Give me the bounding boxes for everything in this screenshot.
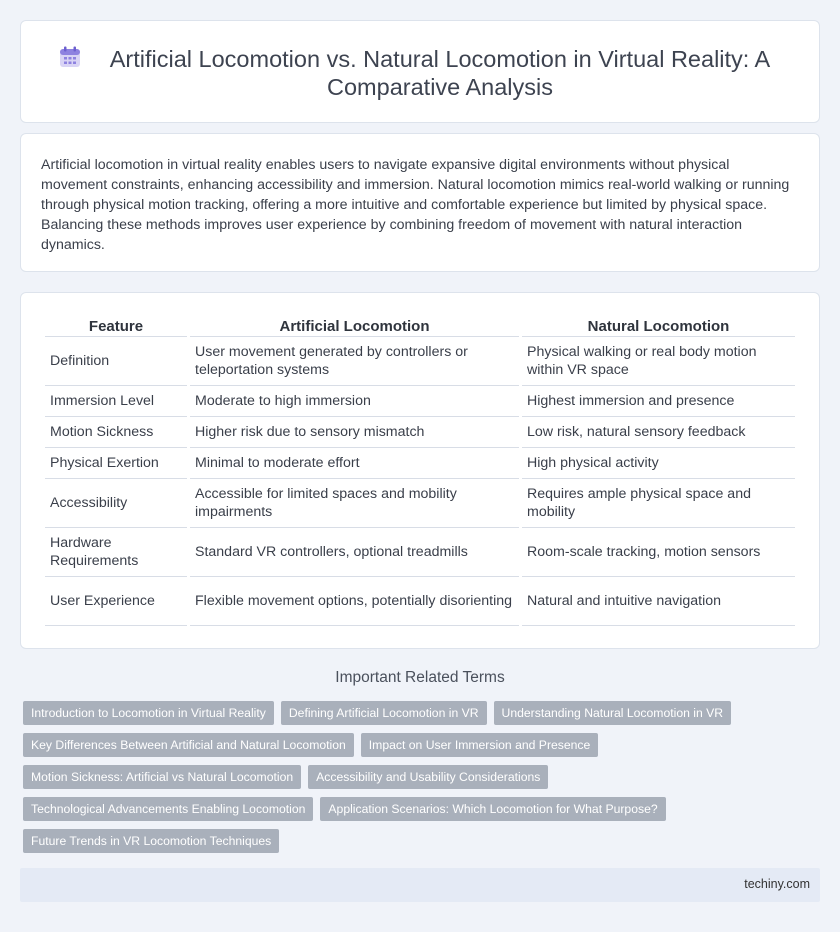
table-row bbox=[45, 528, 795, 577]
table-row bbox=[45, 417, 795, 448]
intro-card bbox=[20, 133, 820, 272]
footer-brand[interactable]: techiny.com bbox=[744, 877, 810, 891]
related-terms-list bbox=[23, 701, 743, 853]
related-term-tag[interactable]: Future Trends in VR Locomotion Techniques bbox=[23, 829, 279, 853]
table-cell: High physical activity bbox=[522, 448, 795, 479]
title-card bbox=[20, 20, 820, 123]
table-cell: Minimal to moderate effort bbox=[190, 448, 519, 479]
intro-paragraph: Artificial locomotion in virtual reality enables users to navigate expansive digital environments without physical movement constraints, enhancing accessibility and immersion. Natural locomotion mimics real-world walking or running through physical motion tracking, offering a more intuitive and comfortable experience but limited by physical space. Balancing these methods improves user experience by combining freedom of movement with natural interaction dynamics. bbox=[41, 157, 790, 253]
related-term-tag[interactable]: Motion Sickness: Artificial vs Natural Locomotion bbox=[23, 765, 301, 789]
related-term-tag[interactable]: Accessibility and Usability Considerations bbox=[308, 765, 548, 789]
related-terms-heading: Important Related Terms bbox=[335, 669, 505, 686]
table-cell: Definition bbox=[45, 337, 187, 386]
related-term-tag[interactable]: Application Scenarios: Which Locomotion for What Purpose? bbox=[320, 797, 665, 821]
table-header-row bbox=[45, 315, 795, 337]
table-cell: Natural and intuitive navigation bbox=[522, 577, 795, 626]
related-term-tag[interactable]: Key Differences Between Artificial and Natural Locomotion bbox=[23, 733, 354, 757]
table-cell: Flexible movement options, potentially disorienting bbox=[190, 577, 519, 626]
table-cell: Higher risk due to sensory mismatch bbox=[190, 417, 519, 448]
comparison-table bbox=[42, 315, 798, 626]
related-term-tag[interactable]: Defining Artificial Locomotion in VR bbox=[281, 701, 487, 725]
table-cell: Standard VR controllers, optional treadmills bbox=[190, 528, 519, 577]
comparison-table-card bbox=[20, 292, 820, 649]
table-cell: Room-scale tracking, motion sensors bbox=[522, 528, 795, 577]
table-cell: User Experience bbox=[45, 577, 187, 626]
column-header-feature: Feature bbox=[45, 315, 187, 337]
page-title: Artificial Locomotion vs. Natural Locomotion in Virtual Reality: A Comparative Analysis bbox=[109, 46, 771, 100]
footer bbox=[20, 868, 820, 902]
table-row bbox=[45, 386, 795, 417]
table-cell: Motion Sickness bbox=[45, 417, 187, 448]
table-row bbox=[45, 337, 795, 386]
column-header-artificial: Artificial Locomotion bbox=[190, 315, 519, 337]
table-row bbox=[45, 577, 795, 626]
related-term-tag[interactable]: Introduction to Locomotion in Virtual Reality bbox=[23, 701, 274, 725]
table-cell: Accessible for limited spaces and mobility impairments bbox=[190, 479, 519, 528]
table-cell: Physical walking or real body motion within VR space bbox=[522, 337, 795, 386]
table-row bbox=[45, 448, 795, 479]
table-cell: Highest immersion and presence bbox=[522, 386, 795, 417]
table-cell: Hardware Requirements bbox=[45, 528, 187, 577]
table-cell: Low risk, natural sensory feedback bbox=[522, 417, 795, 448]
table-cell: Immersion Level bbox=[45, 386, 187, 417]
column-header-natural: Natural Locomotion bbox=[522, 315, 795, 337]
related-term-tag[interactable]: Impact on User Immersion and Presence bbox=[361, 733, 599, 757]
table-row bbox=[45, 479, 795, 528]
related-term-tag[interactable]: Technological Advancements Enabling Locomotion bbox=[23, 797, 313, 821]
table-cell: Moderate to high immersion bbox=[190, 386, 519, 417]
related-term-tag[interactable]: Understanding Natural Locomotion in VR bbox=[494, 701, 732, 725]
table-cell: User movement generated by controllers or teleportation systems bbox=[190, 337, 519, 386]
table-cell: Requires ample physical space and mobility bbox=[522, 479, 795, 528]
table-cell: Accessibility bbox=[45, 479, 187, 528]
table-cell: Physical Exertion bbox=[45, 448, 187, 479]
